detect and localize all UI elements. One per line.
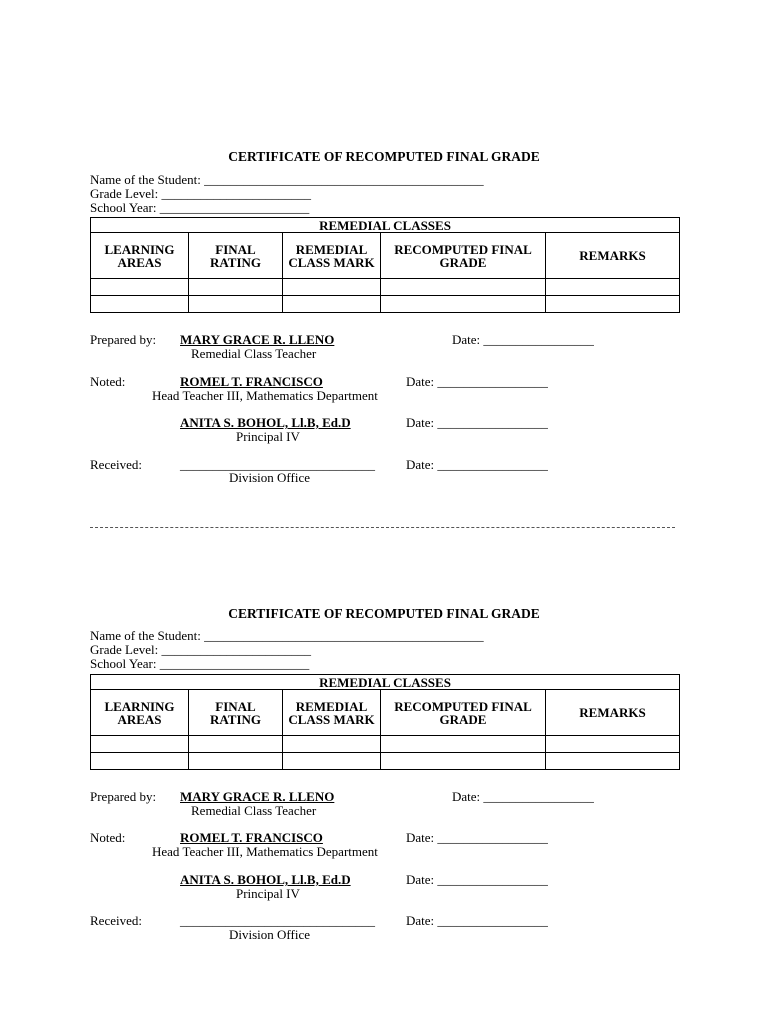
table-cell[interactable] <box>189 279 283 296</box>
student-name-field[interactable]: Name of the Student: ___________________________________________ <box>90 628 484 643</box>
remedial-classes-table <box>90 217 680 313</box>
table-cell[interactable] <box>91 279 189 296</box>
prepared-by-label: Prepared by: <box>90 332 157 347</box>
table-banner: REMEDIAL CLASSES <box>91 675 680 690</box>
remedial-classes-table <box>90 674 680 770</box>
table-cell[interactable] <box>381 296 546 313</box>
principal-date-field[interactable]: Date: _________________ <box>406 415 548 430</box>
prepared-date-field[interactable]: Date: _________________ <box>452 789 594 804</box>
received-role: Division Office <box>229 927 310 942</box>
table-cell[interactable] <box>546 279 680 296</box>
noted-date-field[interactable]: Date: _________________ <box>406 830 548 845</box>
table-cell[interactable] <box>189 736 283 753</box>
table-row <box>91 753 680 770</box>
table-cell[interactable] <box>283 296 381 313</box>
noted-date-field[interactable]: Date: _________________ <box>406 374 548 389</box>
table-cell[interactable] <box>546 736 680 753</box>
col-header-learning-areas: LEARNING AREAS <box>91 690 189 736</box>
table-cell[interactable] <box>381 753 546 770</box>
certificate-title: CERTIFICATE OF RECOMPUTED FINAL GRADE <box>228 149 540 164</box>
col-header-learning-areas: LEARNING AREAS <box>91 233 189 279</box>
school-year-field[interactable]: School Year: _______________________ <box>90 656 310 671</box>
table-cell[interactable] <box>381 279 546 296</box>
principal-role: Principal IV <box>236 429 300 444</box>
table-cell[interactable] <box>91 753 189 770</box>
noted-label: Noted: <box>90 830 126 845</box>
col-header-recomputed-final-grade: RECOMPUTED FINAL GRADE <box>381 233 546 279</box>
col-header-recomputed-final-grade: RECOMPUTED FINAL GRADE <box>381 690 546 736</box>
student-name-field[interactable]: Name of the Student: ___________________________________________ <box>90 172 484 187</box>
prepared-by-role: Remedial Class Teacher <box>191 346 317 361</box>
certificate-title: CERTIFICATE OF RECOMPUTED FINAL GRADE <box>228 606 540 621</box>
table-cell[interactable] <box>189 296 283 313</box>
noted-role: Head Teacher III, Mathematics Department <box>152 388 378 403</box>
grade-level-field[interactable]: Grade Level: _______________________ <box>90 642 311 657</box>
received-role: Division Office <box>229 470 310 485</box>
prepared-by-name: MARY GRACE R. LLENO <box>180 789 335 804</box>
table-row <box>91 296 680 313</box>
table-cell[interactable] <box>283 736 381 753</box>
received-date-field[interactable]: Date: _________________ <box>406 913 548 928</box>
noted-name: ROMEL T. FRANCISCO <box>180 830 323 845</box>
table-banner: REMEDIAL CLASSES <box>91 218 680 233</box>
principal-name: ANITA S. BOHOL, Ll.B, Ed.D <box>180 872 351 887</box>
table-cell[interactable] <box>381 736 546 753</box>
principal-date-field[interactable]: Date: _________________ <box>406 872 548 887</box>
table-row <box>91 736 680 753</box>
col-header-final-rating: FINAL RATING <box>189 233 283 279</box>
col-header-remedial-class-mark: REMEDIAL CLASS MARK <box>283 233 381 279</box>
school-year-field[interactable]: School Year: _______________________ <box>90 200 310 215</box>
prepared-date-field[interactable]: Date: _________________ <box>452 332 594 347</box>
table-cell[interactable] <box>546 296 680 313</box>
table-cell[interactable] <box>91 296 189 313</box>
table-cell[interactable] <box>91 736 189 753</box>
prepared-by-role: Remedial Class Teacher <box>191 803 317 818</box>
noted-name: ROMEL T. FRANCISCO <box>180 374 323 389</box>
principal-role: Principal IV <box>236 886 300 901</box>
received-label: Received: <box>90 457 142 472</box>
received-signature-line[interactable]: ______________________________ <box>180 457 375 472</box>
col-header-final-rating: FINAL RATING <box>189 690 283 736</box>
table-cell[interactable] <box>283 753 381 770</box>
certificate-bottom <box>0 606 768 1026</box>
received-label: Received: <box>90 913 142 928</box>
grade-level-field[interactable]: Grade Level: _______________________ <box>90 186 311 201</box>
noted-role: Head Teacher III, Mathematics Department <box>152 844 378 859</box>
col-header-remedial-class-mark: REMEDIAL CLASS MARK <box>283 690 381 736</box>
noted-label: Noted: <box>90 374 126 389</box>
col-header-remarks: REMARKS <box>546 690 680 736</box>
table-cell[interactable] <box>283 279 381 296</box>
prepared-by-label: Prepared by: <box>90 789 157 804</box>
table-cell[interactable] <box>189 753 283 770</box>
received-signature-line[interactable]: ______________________________ <box>180 913 375 928</box>
certificate-top <box>0 149 768 569</box>
prepared-by-name: MARY GRACE R. LLENO <box>180 332 335 347</box>
table-row <box>91 279 680 296</box>
col-header-remarks: REMARKS <box>546 233 680 279</box>
table-cell[interactable] <box>546 753 680 770</box>
principal-name: ANITA S. BOHOL, Ll.B, Ed.D <box>180 415 351 430</box>
received-date-field[interactable]: Date: _________________ <box>406 457 548 472</box>
cut-line-divider <box>90 527 675 528</box>
